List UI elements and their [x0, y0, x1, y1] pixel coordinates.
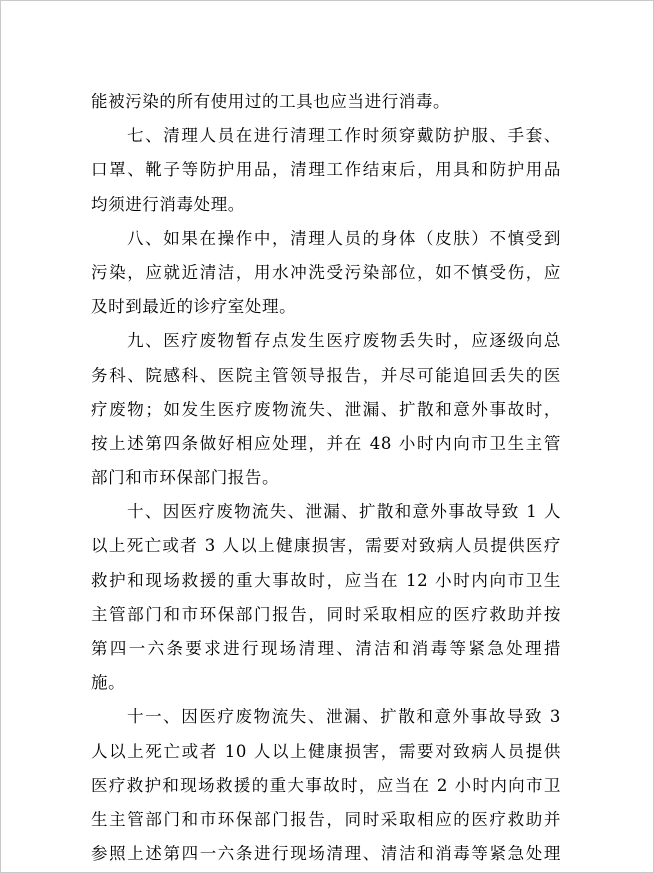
text-line: 医疗救护和现场救援的重大事故时，应当在 2 小时内向市卫 [91, 775, 561, 795]
text-line: 八、如果在操作中，清理人员的身体（皮肤）不慎受到 [127, 228, 561, 248]
text-line: 按上述第四条做好相应处理，并在 48 小时内向市卫生主管 [91, 433, 561, 453]
document-body [91, 85, 561, 871]
text-line: 生主管部门和市环保部门报告，同时采取相应的医疗救助并 [91, 809, 561, 829]
text-line: 九、医疗废物暂存点发生医疗废物丢失时，应逐级向总 [127, 331, 561, 351]
text-line: 施。 [91, 673, 126, 693]
text-line: 七、清理人员在进行清理工作时须穿戴防护服、手套、 [127, 126, 561, 146]
text-line: 部门和市环保部门报告。 [91, 468, 280, 488]
text-line: 主管部门和市环保部门报告，同时采取相应的医疗救助并按 [91, 604, 561, 624]
text-line: 第四一六条要求进行现场清理、清洁和消毒等紧急处理措 [91, 639, 561, 658]
text-line: 十、因医疗废物流失、泄漏、扩散和意外事故导致 1 人 [127, 502, 561, 522]
text-line: 参照上述第四一六条进行现场清理、清洁和消毒等紧急处理 [91, 844, 561, 864]
text-line: 十一、因医疗废物流失、泄漏、扩散和意外事故导致 3 [127, 707, 561, 727]
text-line: 均须进行消毒处理。 [91, 194, 245, 214]
text-line: 及时到最近的诊疗室处理。 [91, 297, 297, 317]
text-line: 疗废物；如发生医疗废物流失、泄漏、扩散和意外事故时， [91, 399, 561, 419]
text-line: 救护和现场救援的重大事故时，应当在 12 小时内向市卫生 [91, 570, 561, 590]
text-line: 能被污染的所有使用过的工具也应当进行消毒。 [91, 92, 451, 111]
text-line: 务科、院感科、医院主管领导报告，并尽可能追回丢失的医 [91, 365, 561, 385]
text-line: 以上死亡或者 3 人以上健康损害，需要对致病人员提供医疗 [91, 536, 561, 556]
text-line: 人以上死亡或者 10 人以上健康损害，需要对致病人员提供 [91, 741, 561, 761]
text-line: 污染，应就近清洁，用水冲洗受污染部位，如不慎受伤，应 [91, 262, 561, 282]
text-line: 口罩、靴子等防护用品，清理工作结束后，用具和防护用品 [91, 160, 561, 180]
